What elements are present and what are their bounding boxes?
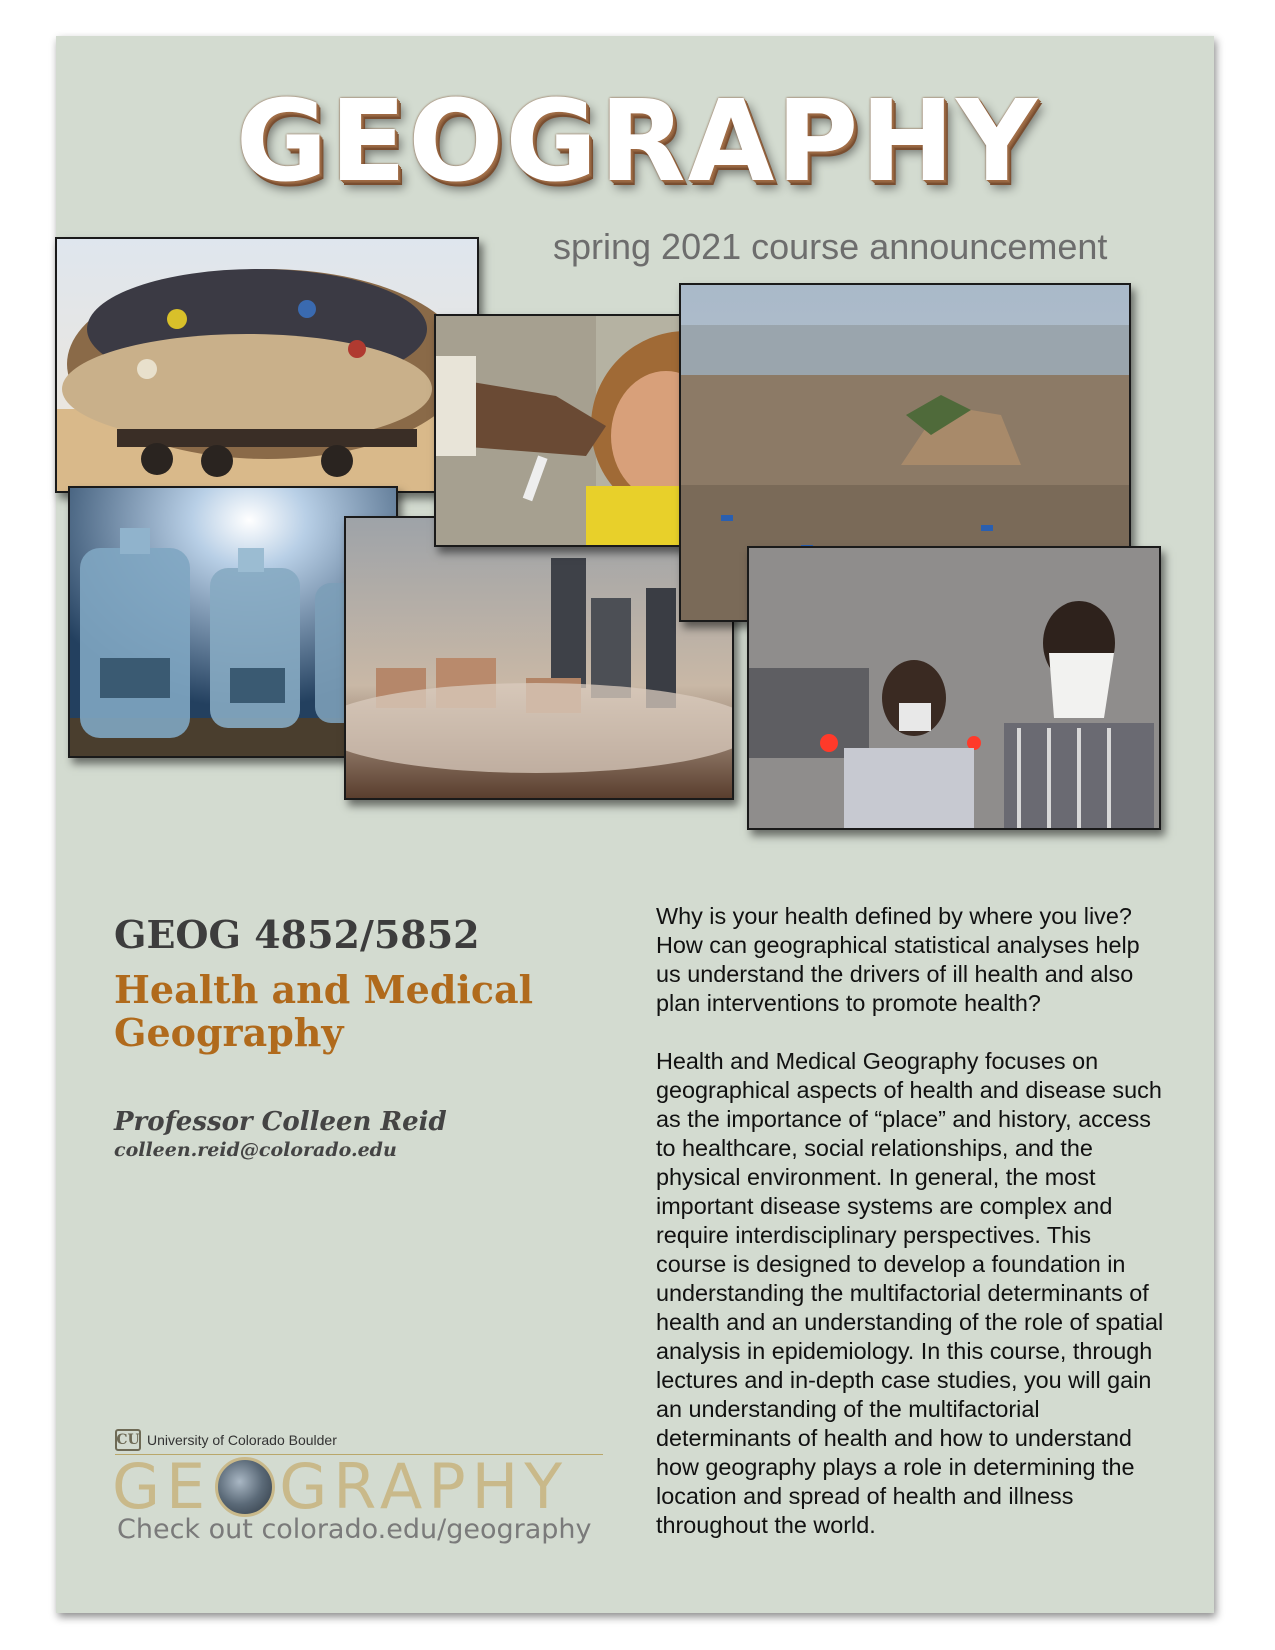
course-name: Health and Medical Geography	[114, 967, 534, 1055]
globe-icon	[215, 1457, 275, 1517]
flyer-subtitle: spring 2021 course announcement	[553, 226, 1108, 267]
instructor-email[interactable]: colleen.reid@colorado.edu	[114, 1139, 397, 1161]
course-description	[656, 902, 1166, 1569]
course-code: GEOG 4852/5852	[114, 912, 480, 957]
cu-logo-icon: CU	[115, 1429, 141, 1451]
description-paragraph-2: Health and Medical Geography focuses on geographical aspects of health and disease such as the importance of “place” and history, access to healthcare, social relationships, and the physical environment. In general, the most important disease systems are complex and require interdisciplinary perspectives. This course is designed to develop a foundation in understanding the multifactorial determinants of health and an understanding of the role of spatial analysis in epidemiology. In this course, through lectures and in-depth case studies, you will gain an understanding of the multifactorial determinants of health and how to understand how geography plays a role in determining the location and spread of health and illness throughout the world.	[656, 1048, 1164, 1538]
photo-smog-city	[344, 516, 734, 800]
university-name: University of Colorado Boulder	[147, 1432, 337, 1448]
logo-text-left: GE	[112, 1450, 212, 1523]
photo-masked-children	[747, 546, 1161, 830]
instructor-name: Professor Colleen Reid	[114, 1107, 447, 1137]
geography-logo	[112, 1452, 568, 1522]
description-paragraph-1: Why is your health defined by where you live? How can geographical statistical analyses help us understand the drivers of ill health and also plan interventions to promote health?	[656, 903, 1140, 1016]
department-link[interactable]: Check out colorado.edu/geography	[117, 1514, 592, 1545]
photo-overloaded-truck	[55, 237, 479, 493]
logo-text-right: GRAPHY	[279, 1450, 569, 1523]
flyer-title: GEOGRAPHY	[235, 77, 1040, 207]
